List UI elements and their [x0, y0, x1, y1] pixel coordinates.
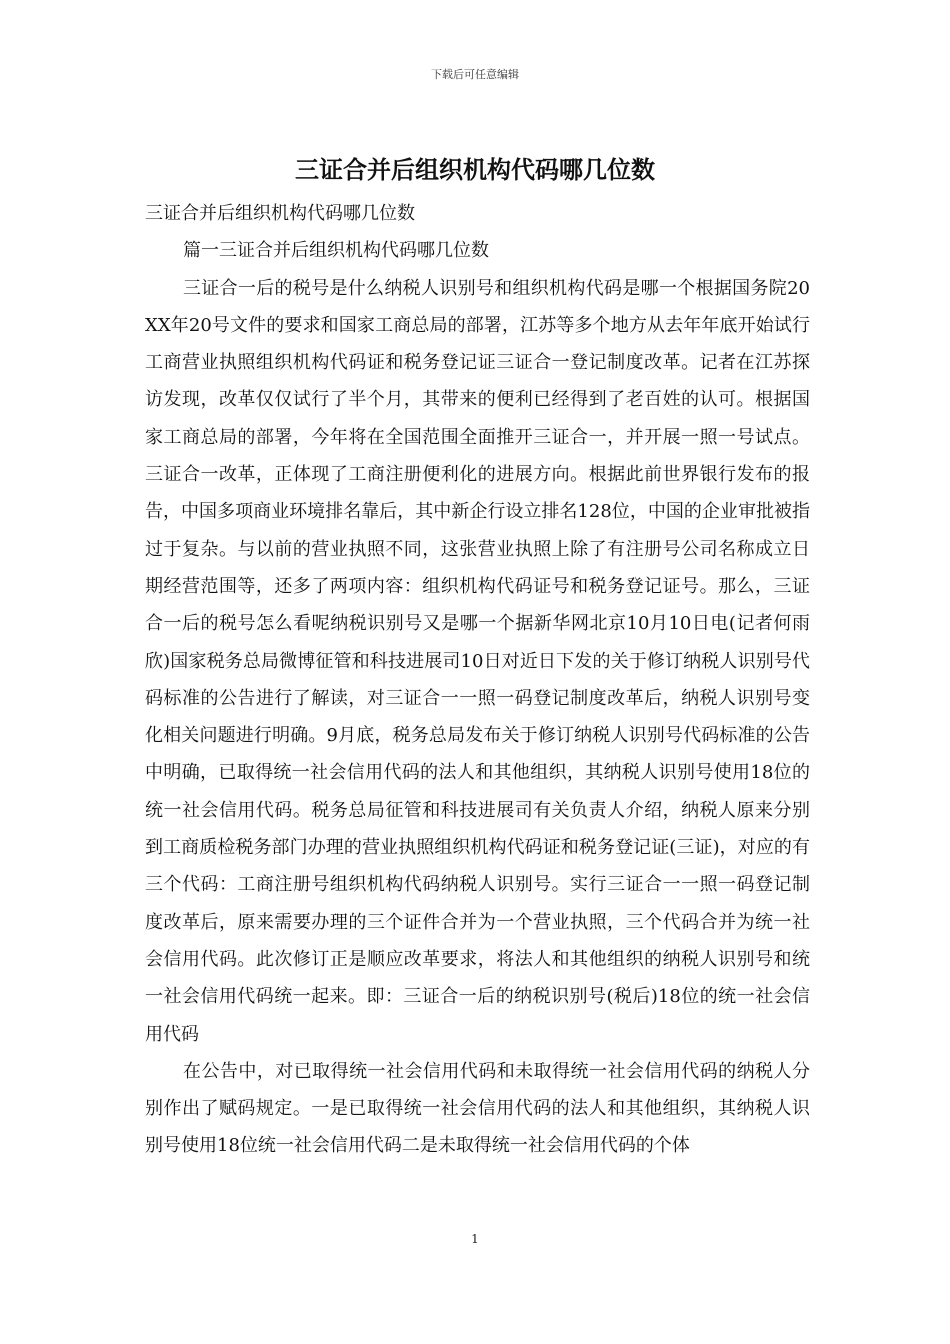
document-body [145, 195, 810, 1165]
body-paragraph: 在公告中，对已取得统一社会信用代码和未取得统一社会信用代码的纳税人分别作出了赋码规定。一是已取得统一社会信用代码的法人和其他组织，其纳税人识别号使用18位统一社会信用代码二是未取得统一社会信用代码的个体 [145, 1060, 810, 1157]
section-heading: 篇一三证合并后组织机构代码哪几位数 [183, 240, 489, 262]
header-note: 下载后可任意编辑 [431, 68, 519, 81]
subtitle-paragraph: 三证合并后组织机构代码哪几位数 [145, 203, 415, 224]
body-paragraph: 三证合一后的税号是什么纳税人识别号和组织机构代码是哪一个根据国务院20XX年20号文件的要求和国家工商总局的部署，江苏等多个地方从去年年底开始试行工商营业执照组织机构代码证和税务登记证三证合一登记制度改革。记者在江苏探访发现，改革仅仅试行了半个月，其带来的便利已经得到了老百姓的认可。根据国家工商总局的部署，今年将在全国范围全面推开三证合一，并开展一照一号试点。三证合一改革，正体现了工商注册便利化的进展方向。根据此前世界银行发布的报告，中国多项商业环境排名靠后，其中新企行设立排名128位，中国的企业审批被指过于复杂。与以前的营业执照不同，这张营业执照上除了有注册号公司名称成立日期经营范围等，还多了两项内容：组织机构代码证号和税务登记证号。那么，三证合一后的税号怎么看呢纳税识别号又是哪一个据新华网北京10月10日电(记者何雨欣)国家税务总局微博征管和科技进展司10日对近日下发的关于修订纳税人识别号代码标准的公告进行了解读，对三证合一一照一码登记制度改革后，纳税人识别号变化相关问题进行明确。9月底，税务总局发布关于修订纳税人识别号代码标准的公告中明确，已取得统一社会信用代码的法人和其他组织，其纳税人识别号使用18位的统一社会信用代码。税务总局征管和科技进展司有关负责人介绍，纳税人原来分别到工商质检税务部门办理的营业执照组织机构代码证和税务登记证(三证)，对应的有三个代码：工商注册号组织机构代码纳税人识别号。实行三证合一一照一码登记制度改革后，原来需要办理的三个证件合并为一个营业执照，三个代码合并为统一社会信用代码。此次修订正是顺应改革要求，将法人和其他组织的纳税人识别号和统一社会信用代码统一起来。即：三证合一后的纳税识别号(税后)18位的统一社会信用代码 [145, 277, 810, 1045]
document-title: 三证合并后组织机构代码哪几位数 [295, 155, 655, 184]
page-number: 1 [471, 1232, 479, 1246]
